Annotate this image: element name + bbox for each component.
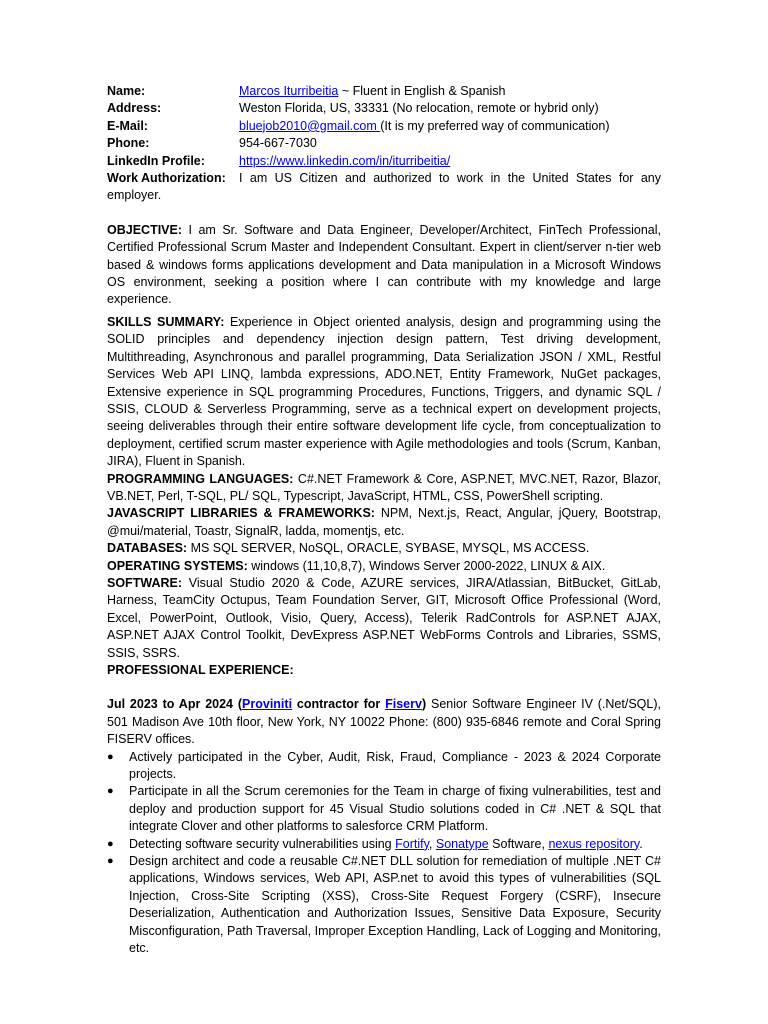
bullet-text-mid: Software, [488, 836, 549, 851]
objective-section [107, 222, 661, 309]
name-label: Name: [107, 84, 146, 98]
software-section [107, 575, 661, 662]
list-item [107, 836, 661, 853]
databases-section [107, 540, 661, 557]
languages-label: PROGRAMMING LANGUAGES: [107, 471, 294, 486]
job-bullets [107, 749, 661, 958]
fortify-link[interactable]: Fortify [395, 836, 429, 851]
name-row [107, 83, 661, 100]
job-details: Senior Software Engineer IV (.Net/SQL), 501 Madison Ave 10th floor, New York, NY 10022 Phone: (800) 935-6846 remote and Coral Spring FISERV offices. [107, 697, 661, 747]
skills-label: SKILLS SUMMARY: [107, 314, 225, 329]
spacer [107, 679, 661, 696]
bullet-text-sep: , [428, 836, 436, 851]
name-value [239, 83, 661, 100]
bullet-text-end: . [639, 836, 643, 851]
email-label: E-Mail: [107, 118, 148, 133]
company-name-fiserv: Fiserv [385, 697, 422, 712]
experience-heading [107, 662, 661, 679]
sonatype-link[interactable]: Sonatype [435, 836, 489, 851]
js-section [107, 505, 661, 540]
email-value [239, 118, 661, 135]
js-text: NPM, Next.js, React, Angular, jQuery, Bootstrap, @mui/material, Toastr, SignalR, ladda, momentjs, etc. [107, 506, 661, 538]
phone-value: 954-667-7030 [239, 136, 317, 151]
databases-label: DATABASES: [107, 541, 188, 556]
phone-row [107, 135, 661, 152]
email-link[interactable]: bluejob2010@gmail.com [239, 118, 381, 133]
job-dates: Jul 2023 to Apr 2024 ( [107, 697, 243, 712]
list-item [107, 749, 661, 784]
name-link[interactable]: Marcos Iturribeitia [239, 84, 339, 98]
bullet-text: Actively participated in the Cyber, Audit, Risk, Fraud, Compliance - 2023 & 2024 Corporate projects. [129, 749, 661, 782]
bullet-icon: ● [107, 750, 114, 763]
objective-label: OBJECTIVE: [107, 222, 183, 237]
work-authorization [107, 170, 661, 205]
list-item [107, 853, 661, 957]
work-authorization-text: I am US Citizen and authorized to work in the United States for any employer. [107, 171, 661, 203]
job-contractor-for: contractor for [292, 697, 386, 712]
company-link-fiserv[interactable] [385, 697, 422, 711]
databases-text: MS SQL SERVER, NoSQL, ORACLE, SYBASE, MYSQL, MS ACCESS. [187, 541, 590, 556]
linkedin-label: LinkedIn Profile: [107, 153, 205, 168]
skills-section [107, 314, 661, 471]
resume-page [107, 83, 661, 958]
bullet-icon: ● [107, 785, 114, 798]
job-close-paren: ) [421, 697, 427, 712]
os-text: windows (11,10,8,7), Windows Server 2000-2022, LINUX & AIX. [247, 558, 606, 573]
os-section [107, 558, 661, 575]
skills-text: Experience in Object oriented analysis, design and programming using the SOLID principles and dependency injection design pattern, Test driving development, Multithreading, Asynchronous and parallel programming, Data Serialization JSON / XML, Restful Services Web API LINQ, lambda expressions, ADO.NET, Entity Framework, NuGet packages, Extensive experience in SQL programming Procedures, Functions, Triggers, and dynamic SQL / SSIS, CLOUD & Serverless Programming, serve as a technical expert on development projects, seeing deliverables through their entire software development life cycle, from conceptualization to deployment, certified scrum master experience with Agile methodologies and tools (Scrum, Kanban, JIRA), Fluent in Spanish. [107, 314, 661, 469]
objective-text: I am Sr. Software and Data Engineer, Developer/Architect, FinTech Professional, Certified Professional Scrum Master and Independent Consultant. Expert in client/server n-tier web based & windows forms applications development and Data manipulation in a Microsoft Windows OS environment, seeking a position where I can contribute with my knowledge and large experience. [107, 222, 661, 307]
linkedin-value [239, 153, 661, 170]
address-value: Weston Florida, US, 33331 (No relocation, remote or hybrid only) [239, 101, 599, 116]
email-suffix: (It is my preferred way of communication) [380, 118, 610, 133]
bullet-icon: ● [107, 855, 114, 868]
email-row [107, 118, 661, 135]
js-label: JAVASCRIPT LIBRARIES & FRAMEWORKS: [107, 506, 375, 521]
bullet-text-prefix: Detecting software security vulnerabilities using [129, 836, 396, 851]
work-authorization-label: Work Authorization: [107, 171, 226, 186]
job-header [107, 696, 661, 748]
languages-section [107, 471, 661, 506]
software-text: Visual Studio 2020 & Code, AZURE services, JIRA/Atlassian, BitBucket, GitLab, Harness, TeamCity Octupus, Team Foundation Server, GIT, Microsoft Office Professional (Word, Excel, PowerPoint, Outlook, Visio, Query, Access), Telerik RadControls for ASP.NET AJAX, ASP.NET AJAX Control Toolkit, DevExpress ASP.NET WebForms Controls and Libraries, SSMS, SSIS, SSRS. [107, 575, 661, 660]
bullet-icon: ● [107, 837, 114, 850]
name-suffix: ~ Fluent in English & Spanish [338, 84, 506, 98]
address-label: Address: [107, 101, 162, 116]
linkedin-row [107, 153, 661, 170]
os-label: OPERATING SYSTEMS: [107, 558, 248, 573]
spacer [107, 205, 661, 222]
software-label: SOFTWARE: [107, 575, 182, 590]
languages-text: C#.NET Framework & Core, ASP.NET, MVC.NET, Razor, Blazor, VB.NET, Perl, T-SQL, PL/ SQL, Typescript, JavaScript, HTML, CSS, PowerShell scripting. [107, 471, 661, 503]
address-row [107, 100, 661, 117]
nexus-repository-link[interactable]: nexus repository [548, 836, 640, 851]
list-item [107, 783, 661, 835]
bullet-text: Participate in all the Scrum ceremonies for the Team in charge of fixing vulnerabilities, test and deploy and production support for 45 Visual Studio solutions coded in C# .NET & SQL that integrate Clover and other platforms to salesforce CRM Platform. [129, 784, 661, 834]
company-link-proviniti[interactable] [242, 697, 292, 711]
experience-heading-label: PROFESSIONAL EXPERIENCE: [107, 663, 294, 677]
linkedin-link[interactable]: https://www.linkedin.com/in/iturribeitia/ [239, 153, 451, 168]
phone-label: Phone: [107, 136, 150, 151]
company-name-proviniti: Proviniti [242, 697, 293, 712]
bullet-text: Design architect and code a reusable C#.NET DLL solution for remediation of multiple .NET C# applications, Windows services, Web API, ASP.net to avoid this types of vulnerabilities (SQL Injection, Cross-Site Scripting (XSS), Cross-Site Request Forgery (CSRF), Insecure Deserialization, Authentication and Authorization Issues, Sensitive Data Exposure, Security Misconfiguration, Path Traversal, Improper Exception Handling, Lack of Logging and Monitoring, etc. [129, 854, 661, 956]
